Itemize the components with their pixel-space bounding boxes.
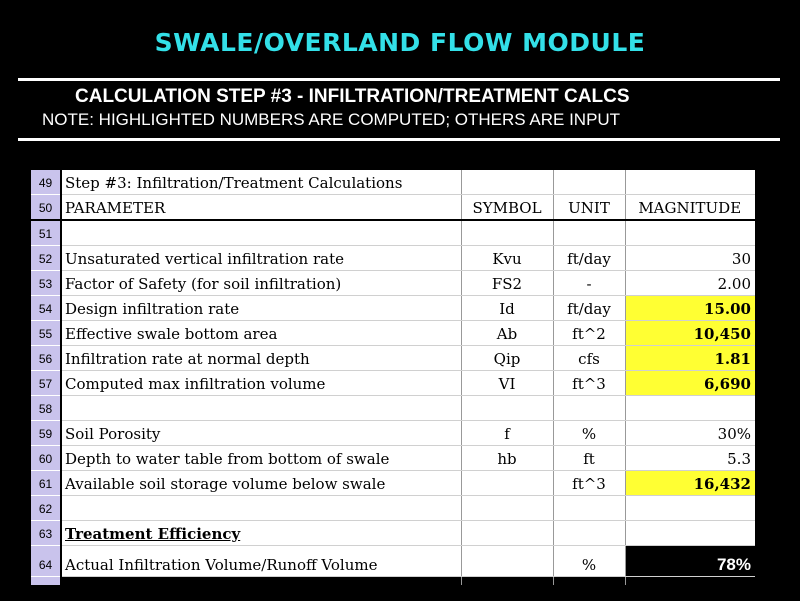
magnitude-cell[interactable] — [625, 170, 755, 195]
calc-table — [31, 170, 755, 585]
header-unit[interactable]: UNIT — [553, 195, 625, 221]
symbol-cell[interactable]: FS2 — [461, 271, 553, 296]
magnitude-cell[interactable]: 5.3 — [625, 446, 755, 471]
row-number: 51 — [31, 220, 61, 246]
row-number: 56 — [31, 346, 61, 371]
table-row — [31, 170, 755, 195]
row-number: 62 — [31, 496, 61, 521]
blank-cell — [625, 577, 755, 586]
parameter-cell[interactable]: Soil Porosity — [61, 421, 461, 446]
table-row — [31, 271, 755, 296]
table-row — [31, 521, 755, 546]
row-number: 49 — [31, 170, 61, 195]
symbol-cell[interactable] — [461, 496, 553, 521]
magnitude-cell[interactable] — [625, 220, 755, 246]
computed-magnitude-cell[interactable]: 15.00 — [625, 296, 755, 321]
symbol-cell[interactable] — [461, 220, 553, 246]
unit-cell[interactable]: ft/day — [553, 246, 625, 271]
table-row — [31, 546, 755, 577]
row-number: 59 — [31, 421, 61, 446]
table-row — [31, 346, 755, 371]
symbol-cell[interactable] — [461, 170, 553, 195]
magnitude-cell[interactable] — [625, 496, 755, 521]
computed-magnitude-cell[interactable]: 6,690 — [625, 371, 755, 396]
magnitude-cell[interactable] — [625, 396, 755, 421]
parameter-cell[interactable] — [61, 220, 461, 246]
magnitude-cell[interactable]: 30% — [625, 421, 755, 446]
table-row — [31, 421, 755, 446]
unit-cell[interactable]: ft^2 — [553, 321, 625, 346]
unit-cell[interactable]: ft^3 — [553, 371, 625, 396]
parameter-cell[interactable]: Effective swale bottom area — [61, 321, 461, 346]
unit-cell[interactable] — [553, 220, 625, 246]
row-number: 53 — [31, 271, 61, 296]
unit-cell[interactable] — [553, 496, 625, 521]
parameter-cell[interactable]: Factor of Safety (for soil infiltration) — [61, 271, 461, 296]
table-row — [31, 396, 755, 421]
unit-cell[interactable]: ft — [553, 446, 625, 471]
table-end-row — [31, 577, 755, 586]
row-number: 55 — [31, 321, 61, 346]
table-row — [31, 446, 755, 471]
unit-cell[interactable]: cfs — [553, 346, 625, 371]
parameter-cell[interactable]: Depth to water table from bottom of swale — [61, 446, 461, 471]
blank-cell — [553, 577, 625, 586]
top-divider — [18, 78, 780, 81]
parameter-cell[interactable]: Unsaturated vertical infiltration rate — [61, 246, 461, 271]
row-number: 61 — [31, 471, 61, 496]
symbol-cell[interactable] — [461, 521, 553, 546]
symbol-cell[interactable]: Id — [461, 296, 553, 321]
symbol-cell[interactable]: f — [461, 421, 553, 446]
unit-cell[interactable] — [553, 521, 625, 546]
table-row — [31, 371, 755, 396]
unit-cell[interactable]: ft^3 — [553, 471, 625, 496]
row-number: 64 — [31, 546, 61, 577]
row-number: 57 — [31, 371, 61, 396]
table-row — [31, 220, 755, 246]
efficiency-result-cell[interactable]: 78% — [625, 546, 755, 577]
parameter-cell[interactable]: Infiltration rate at normal depth — [61, 346, 461, 371]
header-symbol[interactable]: SYMBOL — [461, 195, 553, 221]
row-number: 60 — [31, 446, 61, 471]
table-row — [31, 246, 755, 271]
parameter-cell[interactable]: Available soil storage volume below swale — [61, 471, 461, 496]
bottom-divider — [18, 138, 780, 141]
row-number: 58 — [31, 396, 61, 421]
blank-cell — [61, 577, 461, 586]
parameter-cell[interactable]: Computed max infiltration volume — [61, 371, 461, 396]
table-row — [31, 471, 755, 496]
symbol-cell[interactable] — [461, 546, 553, 577]
symbol-cell[interactable]: Kvu — [461, 246, 553, 271]
magnitude-cell[interactable] — [625, 521, 755, 546]
table-header-row — [31, 195, 755, 221]
symbol-cell[interactable] — [461, 471, 553, 496]
parameter-cell[interactable]: Design infiltration rate — [61, 296, 461, 321]
table-row — [31, 496, 755, 521]
row-number: 63 — [31, 521, 61, 546]
note-text: NOTE: HIGHLIGHTED NUMBERS ARE COMPUTED; OTHERS ARE INPUT — [42, 110, 621, 129]
table-row — [31, 321, 755, 346]
magnitude-cell[interactable]: 2.00 — [625, 271, 755, 296]
parameter-cell[interactable] — [61, 396, 461, 421]
unit-cell[interactable]: - — [553, 271, 625, 296]
treatment-efficiency-heading[interactable]: Treatment Efficiency — [61, 521, 461, 546]
table-row — [31, 296, 755, 321]
header-parameter[interactable]: PARAMETER — [61, 195, 461, 221]
row-number-blank — [31, 577, 61, 586]
symbol-cell[interactable]: hb — [461, 446, 553, 471]
spreadsheet — [31, 170, 755, 576]
unit-cell[interactable]: ft/day — [553, 296, 625, 321]
symbol-cell[interactable]: VI — [461, 371, 553, 396]
section-title[interactable]: Step #3: Infiltration/Treatment Calculations — [61, 170, 461, 195]
symbol-cell[interactable]: Ab — [461, 321, 553, 346]
unit-cell[interactable] — [553, 396, 625, 421]
computed-magnitude-cell[interactable]: 1.81 — [625, 346, 755, 371]
parameter-cell[interactable] — [61, 496, 461, 521]
magnitude-cell[interactable]: 30 — [625, 246, 755, 271]
unit-cell[interactable]: % — [553, 421, 625, 446]
row-number: 52 — [31, 246, 61, 271]
header-magnitude[interactable]: MAGNITUDE — [625, 195, 755, 221]
row-number: 54 — [31, 296, 61, 321]
parameter-cell[interactable]: Actual Infiltration Volume/Runoff Volume — [61, 546, 461, 577]
symbol-cell[interactable] — [461, 396, 553, 421]
row-number: 50 — [31, 195, 61, 221]
blank-cell — [461, 577, 553, 586]
step-heading: CALCULATION STEP #3 - INFILTRATION/TREATMENT CALCS — [75, 86, 630, 107]
computed-magnitude-cell[interactable]: 10,450 — [625, 321, 755, 346]
symbol-cell[interactable]: Qip — [461, 346, 553, 371]
computed-magnitude-cell[interactable]: 16,432 — [625, 471, 755, 496]
module-title: SWALE/OVERLAND FLOW MODULE — [154, 28, 646, 57]
unit-cell[interactable]: % — [553, 546, 625, 577]
unit-cell[interactable] — [553, 170, 625, 195]
